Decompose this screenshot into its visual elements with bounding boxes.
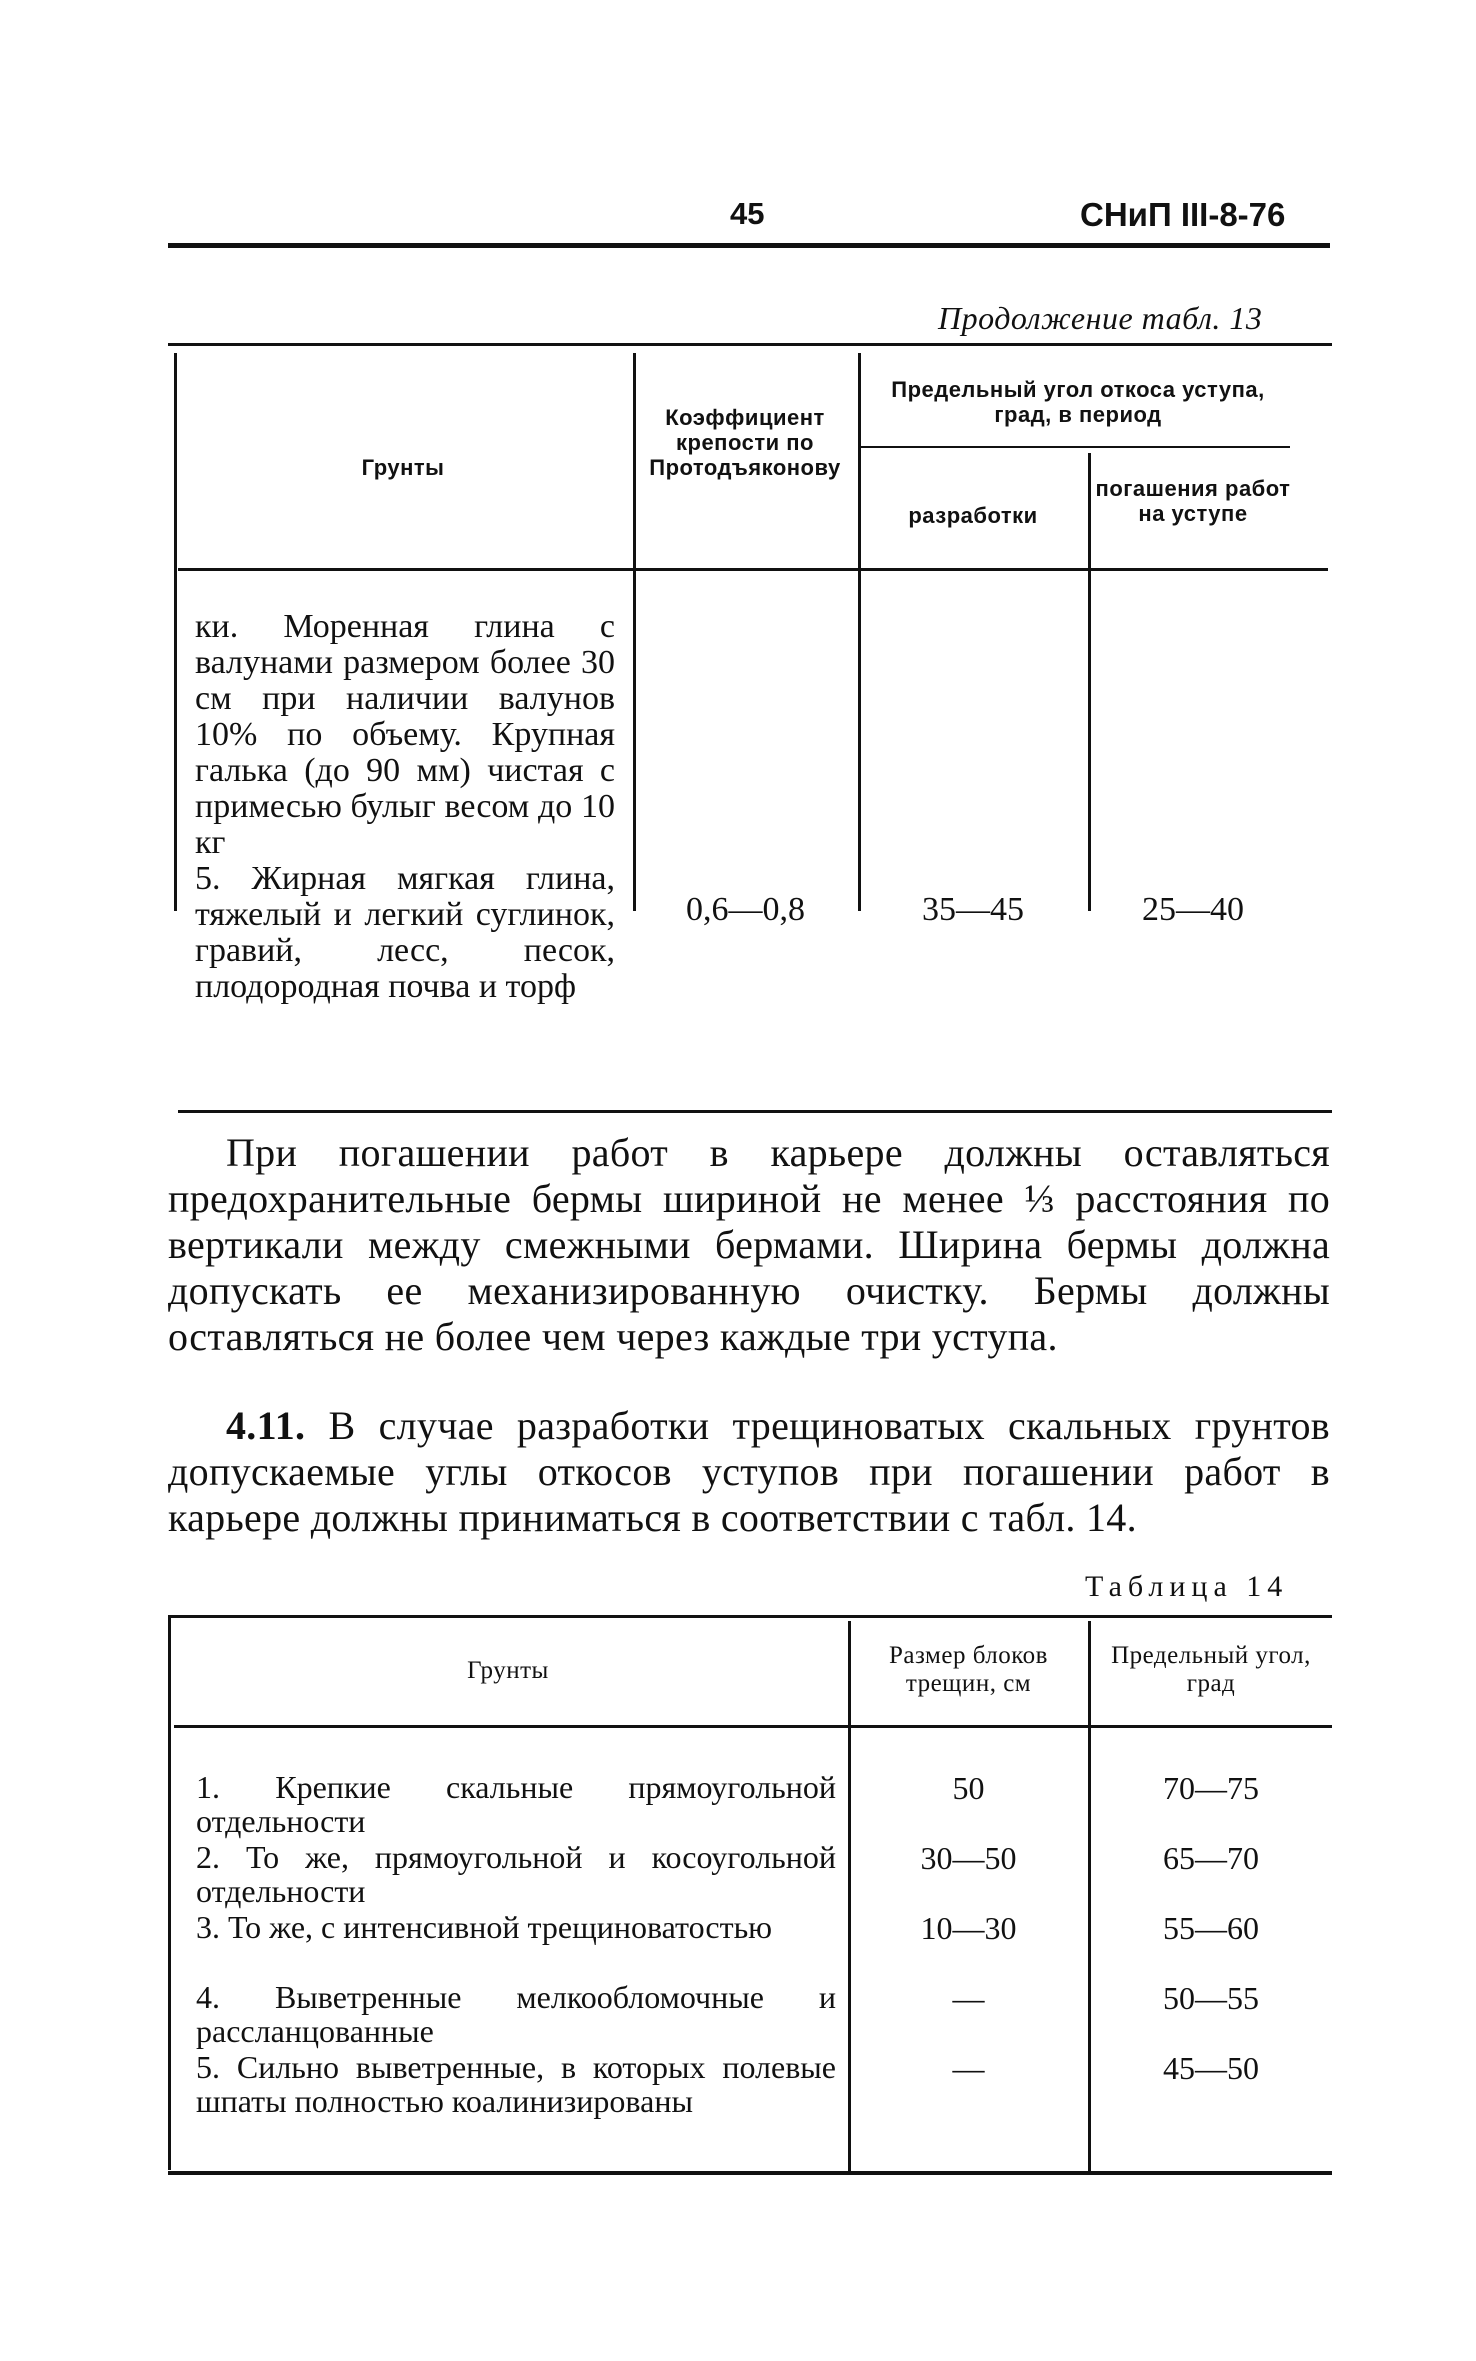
table14-col-divider [1088, 1621, 1091, 2171]
table14-header-rule [174, 1725, 1332, 1728]
table13-left-border [174, 353, 177, 911]
table14-angle-cell: 45—50 [1163, 2050, 1259, 2086]
table14-size-cell: 30—50 [920, 1840, 1017, 1876]
paragraph-4-11-text: В случае разработки трещиноватых скальных грунтов допускаемые углы откосов уступов при погашении работ в карьере должны приниматься в соответствии с табл. 14. [168, 1403, 1330, 1540]
table14-caption: Таблица 14 [1085, 1570, 1289, 1603]
table13-header-coef: Коэффициент крепости по Протодъяконову [649, 405, 841, 480]
table13-header-development: разработки [908, 503, 1038, 528]
table13-continuation: Продолжение табл. 13 [938, 300, 1263, 336]
table14-header-block-size: Размер блоков трещин, см [889, 1642, 1048, 1697]
table14-header-soil: Грунты [467, 1657, 549, 1684]
table13-header-closure: погашения работ на уступе [1095, 476, 1291, 526]
table14-soil-cell: 3. То же, с интенсивной трещиноватостью [196, 1909, 773, 1945]
table14-col-divider [848, 1621, 851, 2171]
table14-soil-cell: 5. Сильно выветренные, в которых полевые шпаты полностью коалинизированы [196, 2049, 836, 2119]
table14-angle-cell: 55—60 [1163, 1910, 1259, 1946]
table13-development-cell: 35—45 [922, 891, 1024, 928]
table13-top-rule [168, 343, 1332, 346]
table13-col-divider [1088, 453, 1091, 911]
paragraph-4-11-number: 4.11. [226, 1403, 306, 1448]
table14-angle-cell: 50—55 [1163, 1980, 1259, 2016]
table14-bottom-rule [168, 2171, 1332, 2175]
table13-subheader-rule [860, 446, 1290, 448]
table14-soil-cell: 1. Крепкие скальные прямоугольной отдельности [196, 1769, 836, 1839]
table13-col-divider [858, 353, 861, 911]
paragraph-4-11 [168, 1403, 1330, 1541]
table13-closure-cell: 25—40 [1142, 891, 1244, 928]
paragraph-berms: При погашении работ в карьере должны оставляться предохранительные бермы шириной не менее ⅓ расстояния по вертикали между смежными бермами. Ширина бермы должна допускать ее механизированную очистку. Бермы должны оставляться не более чем через каждые три уступа. [168, 1130, 1330, 1359]
page-number: 45 [730, 196, 765, 231]
table13-header-rule [178, 568, 1328, 571]
table13-bottom-rule [178, 1110, 1332, 1113]
table13-header-angle-group: Предельный угол откоса уступа, град, в период [891, 377, 1265, 427]
table14-angle-cell: 70—75 [1163, 1770, 1259, 1806]
table13-col-divider [633, 353, 636, 911]
table14-soil-cell: 2. То же, прямоугольной и косоугольной отдельности [196, 1839, 836, 1909]
table13 [168, 343, 1332, 1113]
table13-soil-cell: ки. Моренная глина с валунами размером более 30 см при наличии валунов 10% по объему. Крупная галька (до 90 мм) чистая с примесью булыг весом до 10 кг 5. Жирная мягкая глина, тяжелый и легкий суглинок, гравий, лесс, песок, плодородная почва и торф [195, 608, 615, 1005]
table14-size-cell: — [952, 2050, 985, 2086]
table13-header-soil: Грунты [361, 455, 445, 480]
table14-left-border [168, 1615, 171, 2170]
table14-soil-cell: 4. Выветренные мелкообломочные и рассланцованные [196, 1979, 836, 2049]
table14-header-angle: Предельный угол, град [1111, 1642, 1311, 1697]
table14-top-rule [168, 1615, 1332, 1618]
table13-coef-cell: 0,6—0,8 [686, 891, 805, 928]
table14 [168, 1615, 1332, 2175]
table14-angle-cell: 65—70 [1163, 1840, 1259, 1876]
header-rule [168, 243, 1330, 248]
table14-size-cell: 10—30 [920, 1910, 1017, 1946]
table14-size-cell: 50 [952, 1770, 985, 1806]
document-code: СНиП III-8-76 [1080, 196, 1286, 233]
table14-size-cell: — [952, 1980, 985, 2016]
